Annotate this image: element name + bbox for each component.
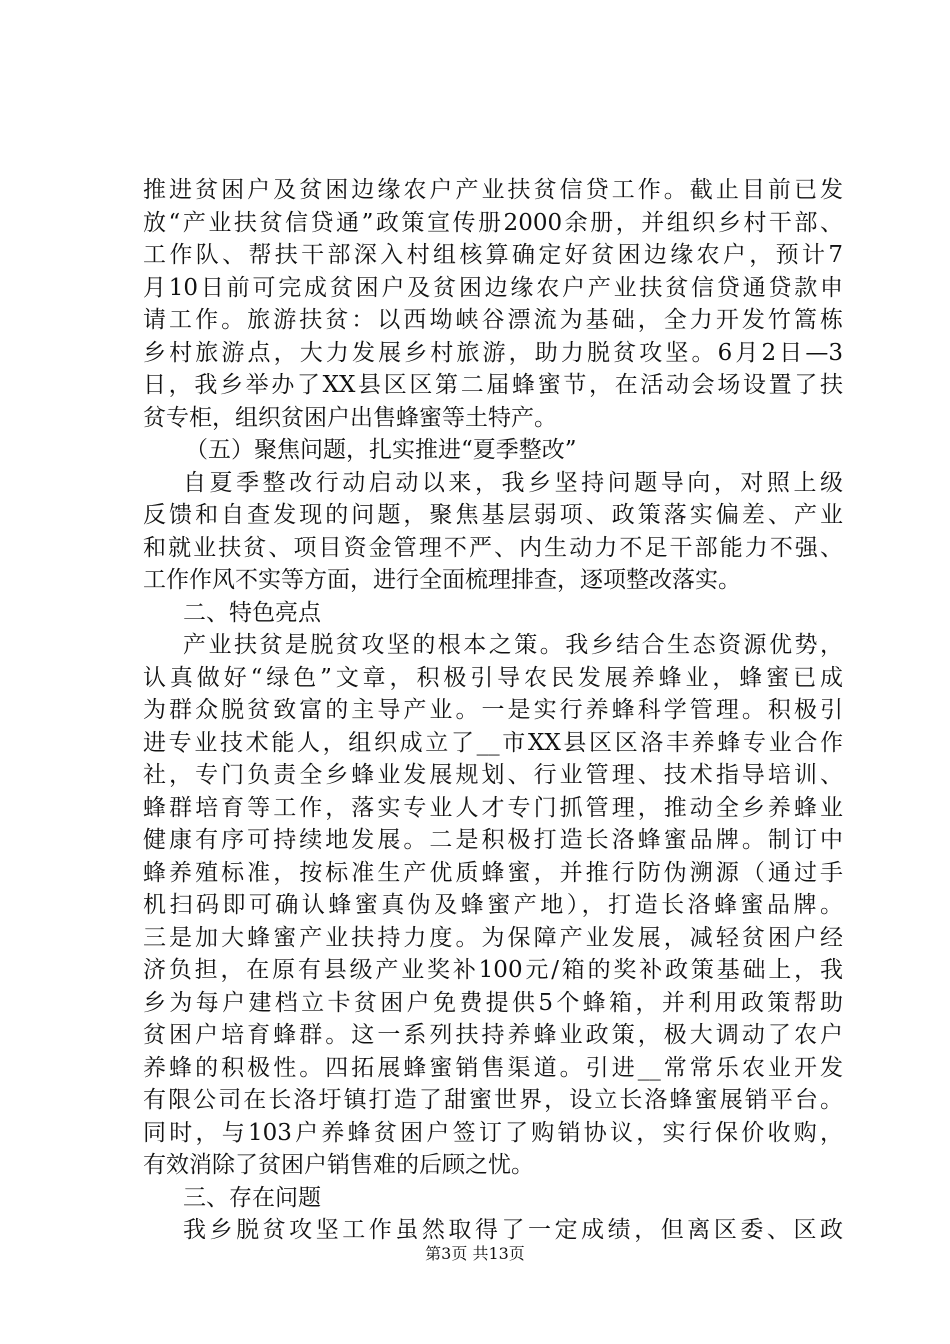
text-line: 和就业扶贫、项目资金管理不严、内生动力不足干部能力不强、 xyxy=(143,534,843,561)
text-line: 我乡脱贫攻坚工作虽然取得了一定成绩，但离区委、区政 xyxy=(183,1217,843,1243)
section-heading: （五）聚焦问题，扎实推进“夏季整改” xyxy=(185,437,577,463)
text-line: 济负担，在原有县级产业奖补100元/箱的奖补政策基础上，我 xyxy=(143,957,843,983)
text-line: 贫困户培育蜂群。这一系列扶持养蜂业政策，极大调动了农户 xyxy=(143,1022,843,1048)
document-body xyxy=(143,174,843,1247)
text-line: 有效消除了贫困户销售难的后顾之忧。 xyxy=(143,1152,534,1178)
text-line: 乡为每户建档立卡贫困户免费提供5个蜂箱，并利用政策帮助 xyxy=(143,989,843,1016)
text-line: 日，我乡举办了XX县区区第二届蜂蜜节，在活动会场设置了扶 xyxy=(143,372,843,398)
text-line: 反馈和自查发现的问题，聚焦基层弱项、政策落实偏差、产业 xyxy=(143,502,843,528)
text-line: 认真做好“绿色”文章，积极引导农民发展养蜂业，蜂蜜已成 xyxy=(143,664,843,691)
text-line: 为群众脱贫致富的主导产业。一是实行养蜂科学管理。积极引 xyxy=(143,697,843,723)
text-line: 工作作风不实等方面，进行全面梳理排查，逐项整改落实。 xyxy=(143,567,741,593)
text-line: 社，专门负责全乡蜂业发展规划、行业管理、技术指导培训、 xyxy=(143,762,843,788)
text-line: 推进贫困户及贫困边缘农户产业扶贫信贷工作。截止目前已发 xyxy=(143,177,843,203)
text-line: 贫专柜，组织贫困户出售蜂蜜等土特产。 xyxy=(143,404,557,431)
text-line: 请工作。旅游扶贫：以西坳峡谷漂流为基础，全力开发竹篙栋 xyxy=(143,307,843,333)
text-line: 工作队、帮扶干部深入村组核算确定好贫困边缘农户，预计7 xyxy=(143,242,843,268)
text-line: 健康有序可持续地发展。二是积极打造长洛蜂蜜品牌。制订中 xyxy=(143,827,843,853)
text-line: 有限公司在长洛圩镇打造了甜蜜世界，设立长洛蜂蜜展销平台。 xyxy=(143,1087,843,1113)
text-line: 自夏季整改行动启动以来，我乡坚持问题导向，对照上级 xyxy=(183,469,843,496)
text-line: 进专业技术能人，组织成立了__市XX县区区洛丰养蜂专业合作 xyxy=(143,729,843,756)
text-line: 月10日前可完成贫困户及贫困边缘农户产业扶贫信贷通贷款申 xyxy=(143,274,843,301)
text-line: 放“产业扶贫信贷通”政策宣传册2000余册，并组织乡村干部、 xyxy=(143,209,843,236)
text-line: 蜂群培育等工作，落实专业人才专门抓管理，推动全乡养蜂业 xyxy=(143,794,843,821)
section-heading: 二、特色亮点 xyxy=(183,599,321,626)
text-line: 机扫码即可确认蜂蜜真伪及蜂蜜产地），打造长洛蜂蜜品牌。 xyxy=(143,892,843,918)
text-line: 蜂养殖标准，按标准生产优质蜂蜜，并推行防伪溯源（通过手 xyxy=(143,859,843,886)
text-line: 乡村旅游点，大力发展乡村旅游，助力脱贫攻坚。6月2日—3 xyxy=(143,339,843,366)
section-heading: 三、存在问题 xyxy=(183,1184,321,1211)
page-number-footer: 第3页 共13页 xyxy=(425,1244,525,1263)
text-line: 同时，与103户养蜂贫困户签订了购销协议，实行保价收购， xyxy=(143,1119,843,1146)
text-line: 产业扶贫是脱贫攻坚的根本之策。我乡结合生态资源优势， xyxy=(183,632,843,658)
text-line: 养蜂的积极性。四拓展蜂蜜销售渠道。引进__常常乐农业开发 xyxy=(143,1054,843,1081)
text-line: 三是加大蜂蜜产业扶持力度。为保障产业发展，减轻贫困户经 xyxy=(143,924,843,951)
